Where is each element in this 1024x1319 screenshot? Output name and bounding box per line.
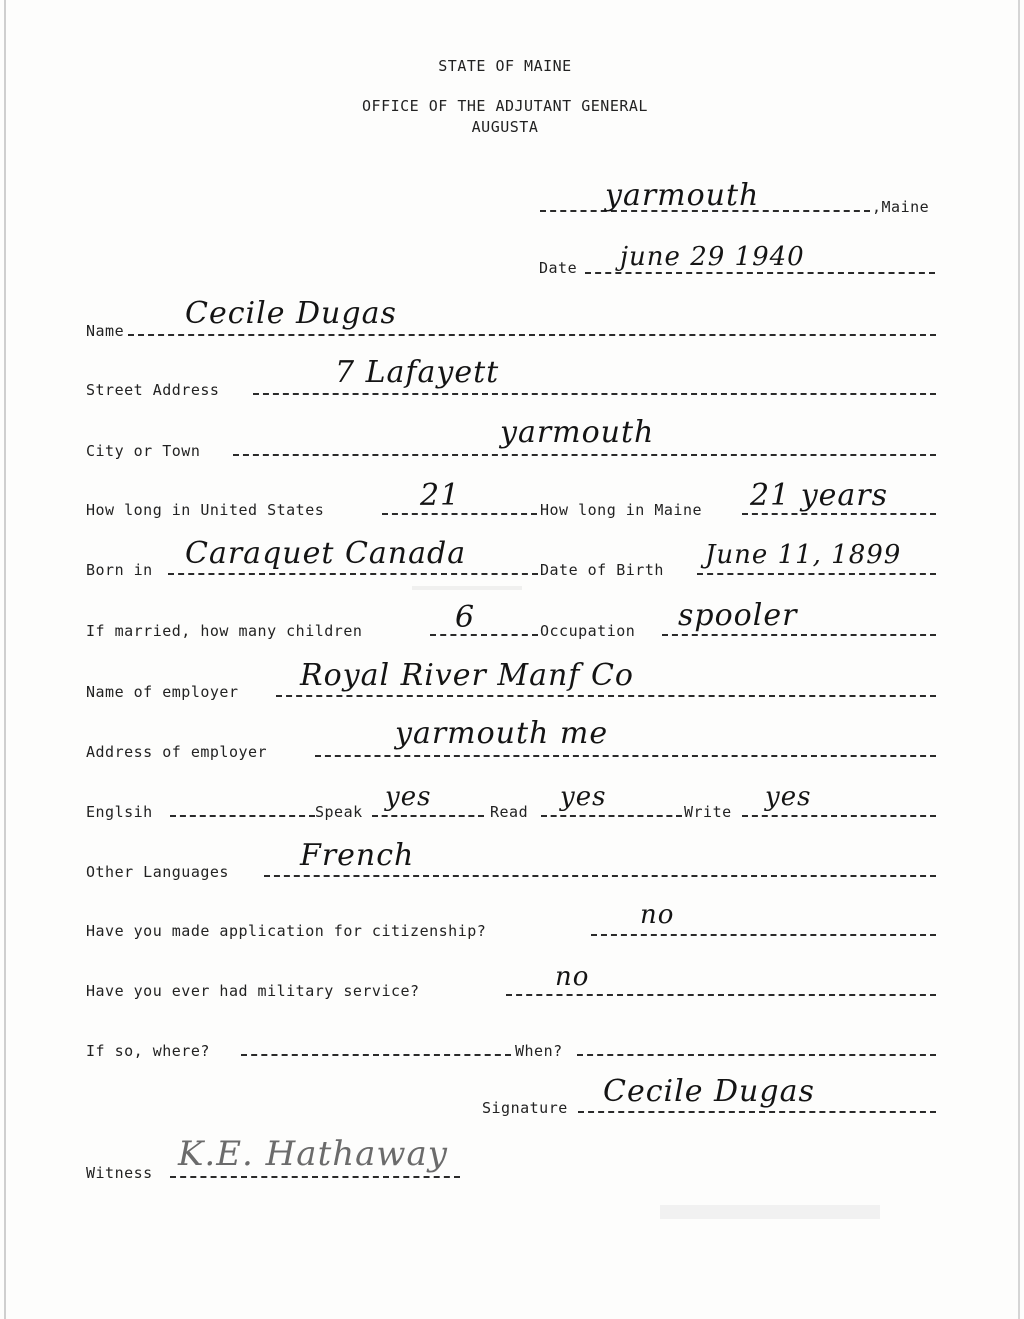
ink-smudge — [412, 586, 522, 590]
read-label: Read — [490, 803, 529, 821]
header-state: STATE OF MAINE — [438, 57, 572, 75]
born-value: Caraquet Canada — [185, 536, 467, 571]
when-label: When? — [515, 1042, 563, 1060]
occupation-label: Occupation — [540, 622, 636, 640]
employer-line — [276, 695, 936, 697]
signature-label: Signature — [482, 1099, 568, 1117]
signature-value: Cecile Dugas — [603, 1074, 815, 1109]
page-edge-right — [1018, 0, 1020, 1319]
name-value: Cecile Dugas — [185, 296, 397, 331]
write-label: Write — [684, 803, 732, 821]
street-label: Street Address — [86, 381, 220, 399]
write-value: yes — [765, 782, 812, 812]
city-value: yarmouth — [500, 415, 655, 450]
where-line — [241, 1054, 511, 1056]
speak-label: Speak — [315, 803, 363, 821]
employer-address-label: Address of employer — [86, 743, 268, 761]
english-line — [170, 815, 315, 817]
witness-value: K.E. Hathaway — [178, 1134, 448, 1174]
dob-value: June 11, 1899 — [705, 540, 902, 570]
languages-line — [264, 875, 936, 877]
dob-line — [697, 573, 936, 575]
faint-stamp — [660, 1205, 880, 1219]
witness-label: Witness — [86, 1164, 153, 1182]
languages-label: Other Languages — [86, 863, 229, 881]
us-years-label: How long in United States — [86, 501, 325, 519]
city-line — [233, 454, 936, 456]
page-edge-left — [4, 0, 6, 1319]
header-city: AUGUSTA — [471, 118, 539, 136]
read-line — [541, 815, 682, 817]
children-label: If married, how many children — [86, 622, 363, 640]
us-years-value: 21 — [420, 478, 461, 513]
city-label: City or Town — [86, 442, 201, 460]
employer-address-value: yarmouth me — [395, 716, 609, 751]
dob-label: Date of Birth — [540, 561, 664, 579]
english-label: Englsih — [86, 803, 153, 821]
when-line — [577, 1054, 936, 1056]
town-value: yarmouth — [605, 178, 760, 213]
occupation-line — [662, 634, 936, 636]
children-line — [430, 634, 538, 636]
read-value: yes — [560, 782, 607, 812]
maine-years-line — [742, 513, 936, 515]
citizenship-label: Have you made application for citizenship? — [86, 922, 487, 940]
born-line — [168, 573, 538, 575]
town-suffix: ,Maine — [872, 198, 930, 216]
street-line — [253, 393, 936, 395]
header-office: OFFICE OF THE ADJUTANT GENERAL — [362, 97, 648, 115]
citizenship-value: no — [640, 900, 675, 930]
witness-line — [170, 1176, 460, 1178]
maine-years-label: How long in Maine — [540, 501, 703, 519]
date-line — [585, 272, 935, 274]
military-label: Have you ever had military service? — [86, 982, 420, 1000]
speak-line — [372, 815, 484, 817]
children-value: 6 — [455, 600, 476, 635]
name-label: Name — [86, 322, 125, 340]
street-value: 7 Lafayett — [335, 355, 500, 390]
born-label: Born in — [86, 561, 153, 579]
where-label: If so, where? — [86, 1042, 210, 1060]
date-label: Date — [539, 259, 578, 277]
signature-line — [578, 1111, 936, 1113]
occupation-value: spooler — [678, 598, 798, 633]
employer-label: Name of employer — [86, 683, 239, 701]
speak-value: yes — [385, 782, 432, 812]
write-line — [742, 815, 936, 817]
languages-value: French — [300, 838, 415, 873]
military-line — [506, 994, 936, 996]
us-years-line — [382, 513, 537, 515]
military-value: no — [555, 962, 590, 992]
maine-years-value: 21 years — [750, 478, 889, 513]
name-line — [128, 334, 936, 336]
employer-value: Royal River Manf Co — [300, 658, 634, 693]
date-value: june 29 1940 — [620, 242, 805, 272]
citizenship-line — [591, 934, 936, 936]
employer-address-line — [315, 755, 936, 757]
